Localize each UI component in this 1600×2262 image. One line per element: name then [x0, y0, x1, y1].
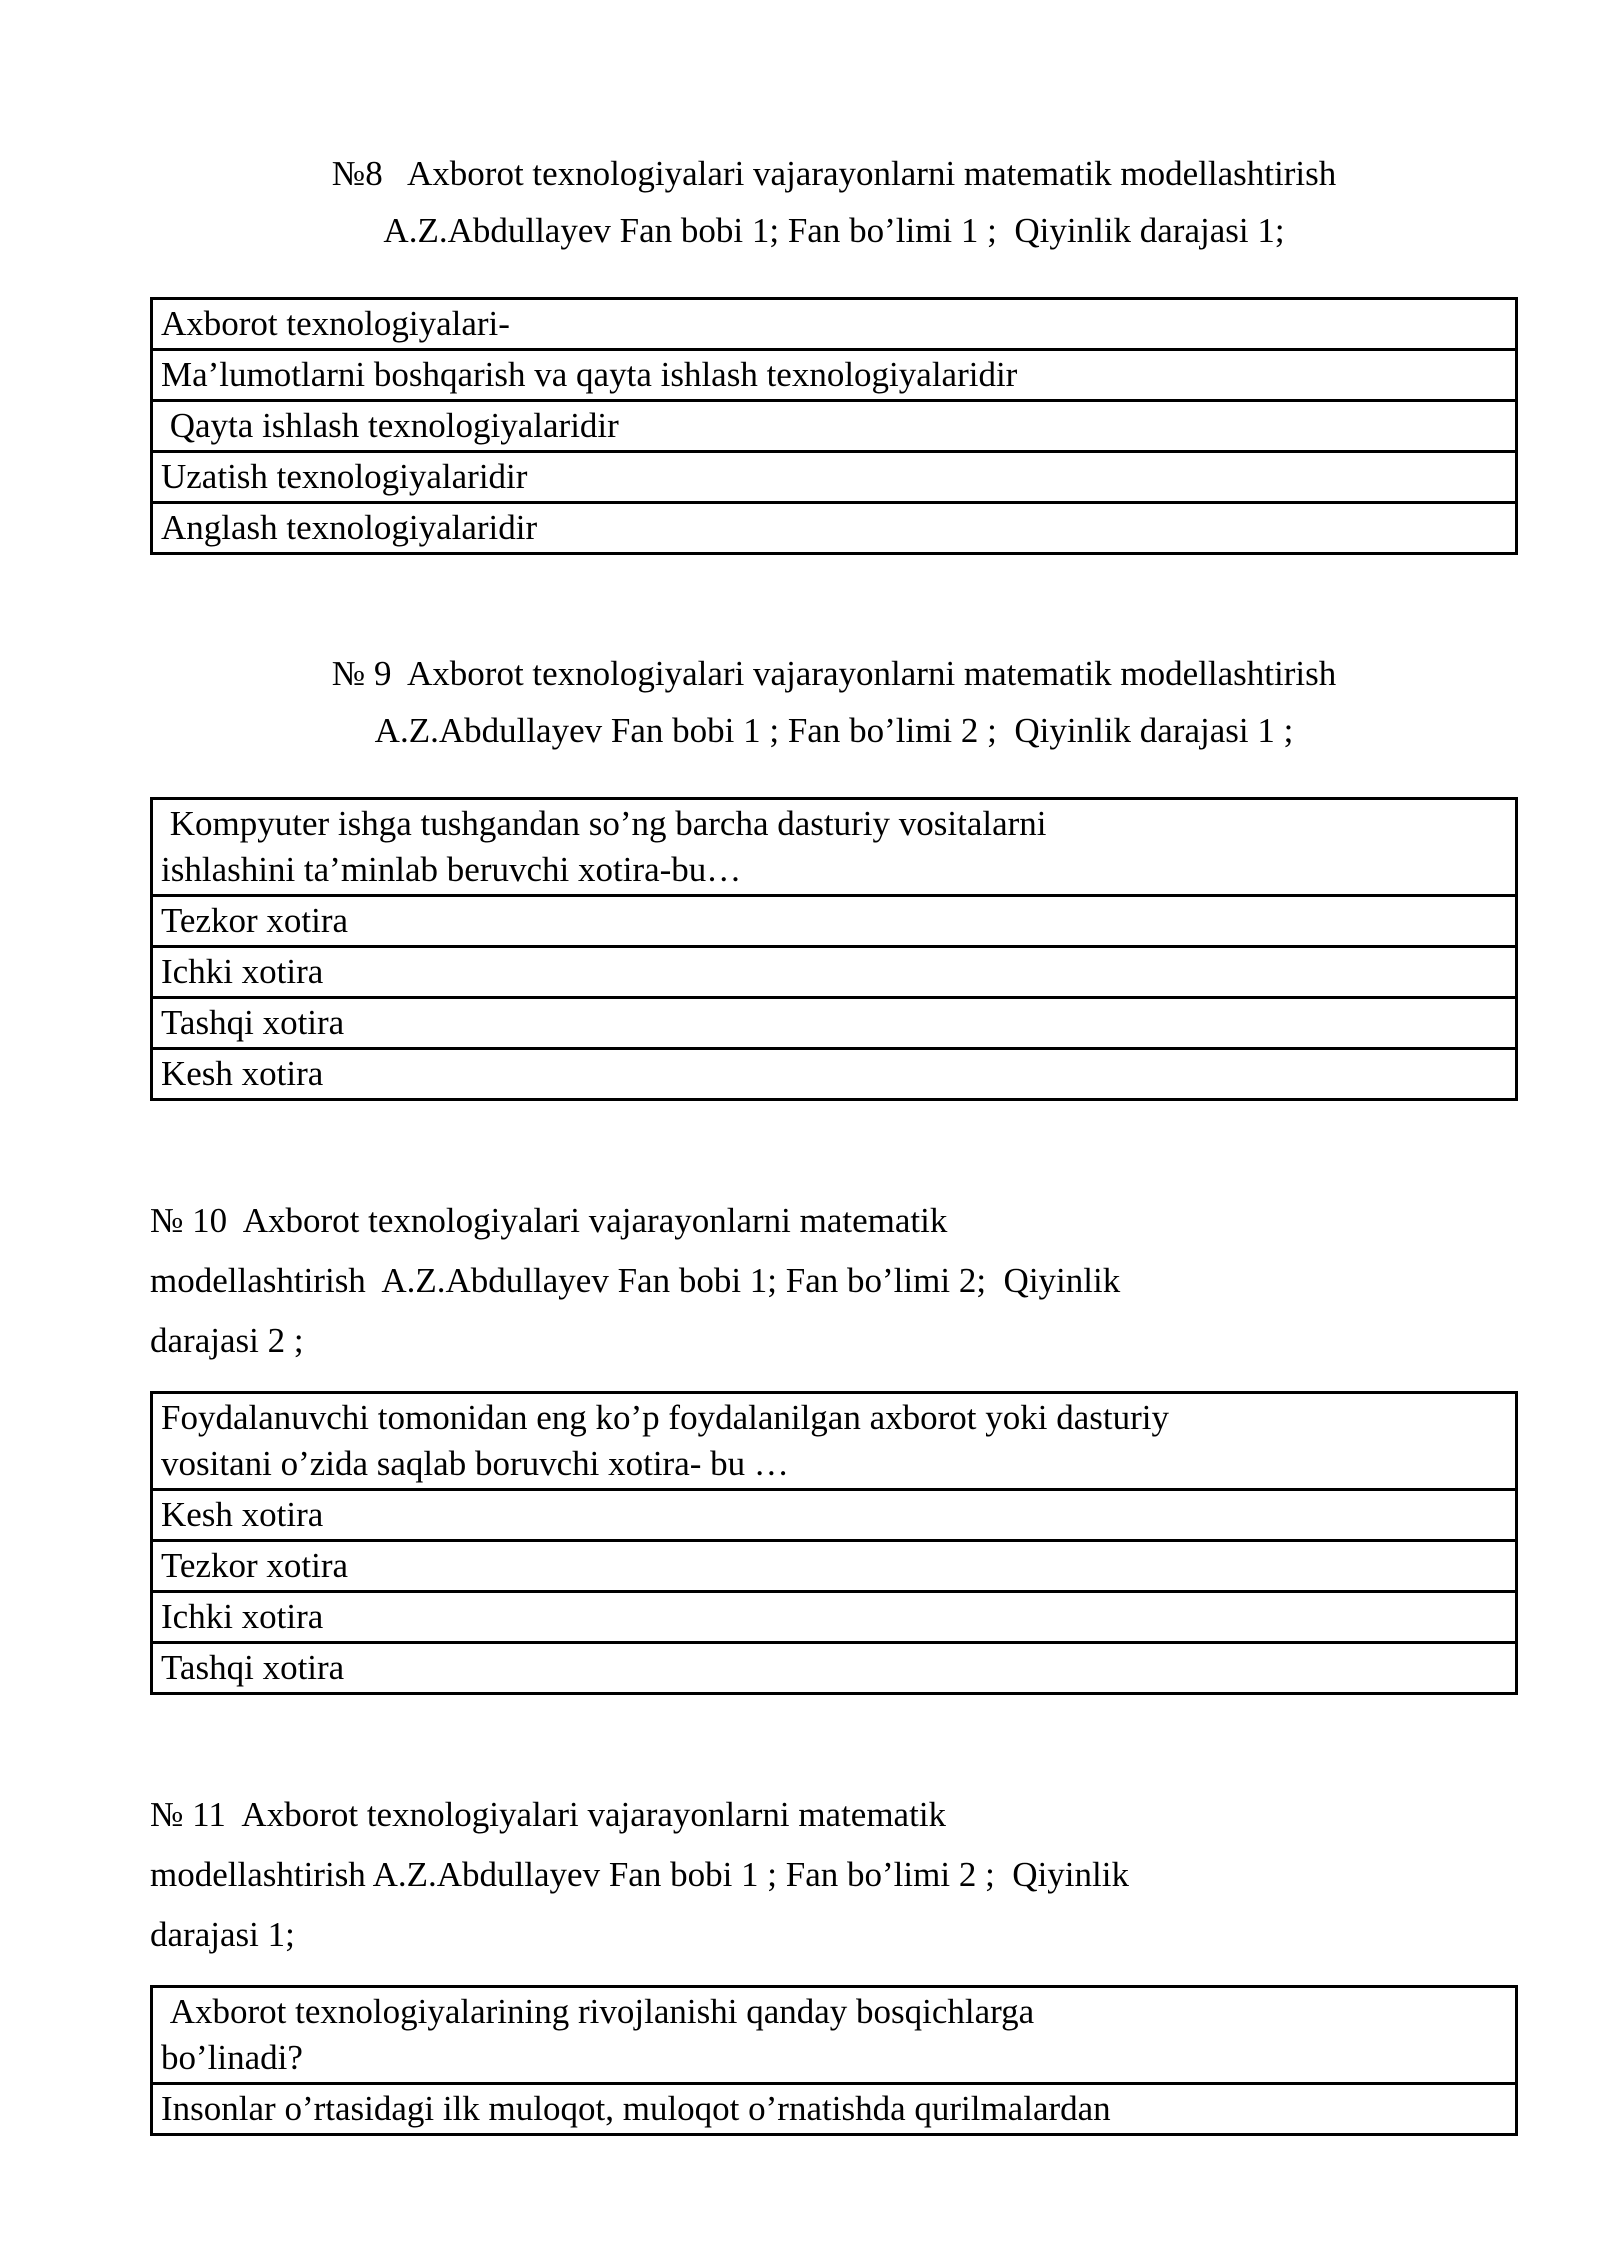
table-cell-line: Insonlar o’rtasidagi ilk muloqot, muloqot o’rnatishda qurilmalardan — [161, 2089, 1111, 2128]
table-cell-line: Ichki xotira — [161, 952, 324, 991]
question-block-10 — [150, 1191, 1518, 1695]
question-9-table — [150, 797, 1518, 1101]
table-cell-line: Tezkor xotira — [161, 901, 349, 940]
question-10-table — [150, 1391, 1518, 1695]
table-cell-line: Anglash texnologiyalaridir — [161, 508, 538, 547]
table-cell-line: Tashqi xotira — [161, 1648, 345, 1687]
question-text-row — [150, 797, 1518, 897]
heading-line: № 11 Axborot texnologiyalari vajarayonlarni matematik — [150, 1795, 947, 1834]
answer-option-row — [150, 348, 1518, 402]
document-content — [150, 145, 1518, 2136]
answer-option-row — [150, 450, 1518, 504]
question-10-heading — [150, 1191, 1518, 1371]
table-cell-line: Uzatish texnologiyalaridir — [161, 457, 528, 496]
question-11-table — [150, 1985, 1518, 2136]
question-8-table — [150, 297, 1518, 555]
table-cell-line: vositani o’zida saqlab boruvchi xotira- bu … — [161, 1444, 789, 1483]
question-block-11 — [150, 1785, 1518, 2136]
answer-option-row — [150, 945, 1518, 999]
answer-option-row — [150, 894, 1518, 948]
table-cell-line: Kesh xotira — [161, 1495, 324, 1534]
answer-option-row — [150, 501, 1518, 555]
table-cell-line: Ma’lumotlarni boshqarish va qayta ishlash texnologiyalaridir — [161, 355, 1018, 394]
question-block-8 — [150, 145, 1518, 555]
table-cell-line: Axborot texnologiyalarining rivojlanishi qanday bosqichlarga — [161, 1992, 1035, 2031]
table-cell-line: bo’linadi? — [161, 2038, 303, 2077]
answer-option-row — [150, 2082, 1518, 2136]
heading-line: № 10 Axborot texnologiyalari vajarayonlarni matematik — [150, 1201, 948, 1240]
heading-line: №8 Axborot texnologiyalari vajarayonlarni matematik modellashtirish — [331, 154, 1337, 193]
answer-option-row — [150, 1047, 1518, 1101]
table-cell-line: Foydalanuvchi tomonidan eng ko’p foydalanilgan axborot yoki dasturiy — [161, 1398, 1169, 1437]
question-8-heading — [150, 145, 1518, 259]
table-cell-line: Tashqi xotira — [161, 1003, 345, 1042]
heading-line: A.Z.Abdullayev Fan bobi 1 ; Fan bo’limi 2 ; Qiyinlik darajasi 1 ; — [374, 711, 1294, 750]
answer-option-row — [150, 1539, 1518, 1593]
heading-line: № 9 Axborot texnologiyalari vajarayonlarni matematik modellashtirish — [331, 654, 1337, 693]
answer-option-row — [150, 1488, 1518, 1542]
question-text-row — [150, 297, 1518, 351]
table-cell-line: Kompyuter ishga tushgandan so’ng barcha dasturiy vositalarni — [161, 804, 1047, 843]
heading-line: darajasi 1; — [150, 1915, 295, 1954]
answer-option-row — [150, 399, 1518, 453]
question-text-row — [150, 1985, 1518, 2085]
answer-option-row — [150, 1590, 1518, 1644]
table-cell-line: Ichki xotira — [161, 1597, 324, 1636]
table-cell-line: Kesh xotira — [161, 1054, 324, 1093]
answer-option-row — [150, 1641, 1518, 1695]
question-block-9 — [150, 645, 1518, 1101]
question-11-heading — [150, 1785, 1518, 1965]
question-9-heading — [150, 645, 1518, 759]
table-cell-line: Tezkor xotira — [161, 1546, 349, 1585]
question-text-row — [150, 1391, 1518, 1491]
heading-line: darajasi 2 ; — [150, 1321, 304, 1360]
table-cell-line: ishlashini ta’minlab beruvchi xotira-bu… — [161, 850, 742, 889]
table-cell-line: Qayta ishlash texnologiyalaridir — [161, 406, 619, 445]
heading-line: modellashtirish A.Z.Abdullayev Fan bobi 1 ; Fan bo’limi 2 ; Qiyinlik — [150, 1855, 1129, 1894]
heading-line: modellashtirish A.Z.Abdullayev Fan bobi 1; Fan bo’limi 2; Qiyinlik — [150, 1261, 1121, 1300]
table-cell-line: Axborot texnologiyalari- — [161, 304, 510, 343]
answer-option-row — [150, 996, 1518, 1050]
heading-line: A.Z.Abdullayev Fan bobi 1; Fan bo’limi 1 ; Qiyinlik darajasi 1; — [383, 211, 1285, 250]
